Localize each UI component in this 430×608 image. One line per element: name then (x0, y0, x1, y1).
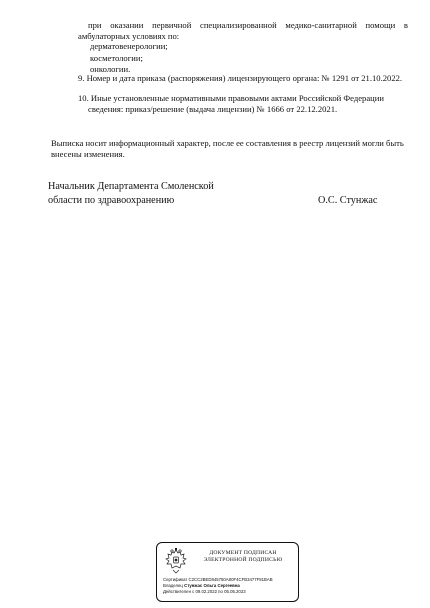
stamp-validity (163, 589, 246, 594)
service-item: онкологии. (90, 64, 131, 74)
note-line-1: Выписка носит информационный характер, после ее составления в реестр лицензий могли быть (51, 138, 404, 148)
owner-label: Владелец (163, 583, 183, 588)
coat-of-arms-icon (163, 547, 189, 575)
stamp-certificate (163, 577, 273, 582)
services-list (90, 41, 168, 76)
intro-line-2: амбулаторных условиях по: (78, 31, 180, 41)
signatory-position-line-2: области по здравоохранению (48, 194, 175, 206)
service-item: дерматовенерологии; (90, 41, 168, 51)
stamp-title-line-2: ЭЛЕКТРОННОЙ ПОДПИСЬЮ (203, 557, 283, 563)
item-10-line-1: 10. Иные установленные нормативными правовыми актами Российской Федерации (78, 93, 384, 103)
signatory-position-line-1: Начальник Департамента Смоленской (48, 181, 214, 192)
intro-line-1: при оказании первичной специализированной медико-санитарной помощи в (88, 20, 408, 30)
validity-label: Действителен (163, 589, 191, 594)
stamp-title (193, 550, 293, 564)
note-line-2: внесены изменения. (51, 149, 125, 159)
item-9: 9. Номер и дата приказа (распоряжения) лицензирующего органа: № 1291 от 21.10.2022. (78, 73, 403, 83)
stamp-title-line-1: ДОКУМЕНТ ПОДПИСАН (209, 550, 277, 556)
validity-value: с 09.02.2022 по 05.05.2023 (192, 589, 246, 594)
signatory-position (48, 180, 214, 207)
stamp-owner (163, 583, 240, 588)
signatory-name: О.С. Стунжас (318, 195, 378, 206)
item-10-line-2: сведения: приказ/решение (выдача лицензии) № 1666 от 22.12.2021. (88, 104, 338, 114)
certificate-value: C2CC2BED845750A80F4CFB3477F81BAB (188, 577, 273, 582)
certificate-label: Сертификат (163, 577, 188, 582)
owner-value: Стунжас Ольга Сергеевна (184, 583, 240, 588)
service-item: косметологии; (90, 52, 143, 63)
electronic-signature-stamp (156, 542, 299, 602)
